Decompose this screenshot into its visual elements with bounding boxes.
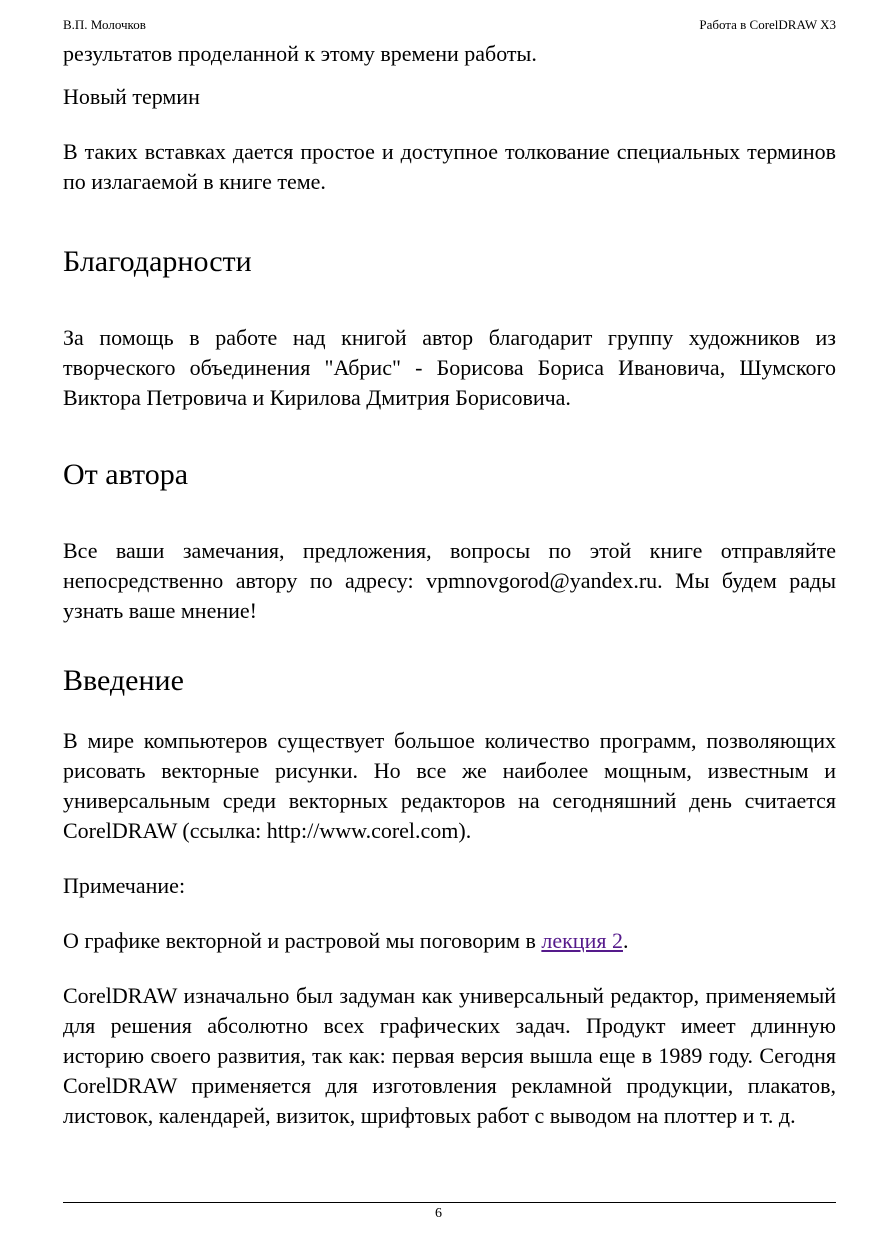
header-author: В.П. Молочков [63,17,146,32]
paragraph-coreldraw-history: CorelDRAW изначально был задуман как универсальный редактор, применяемый для решения абсолютно всех графических задач. Продукт имеет длинную историю своего развития, так как: первая версия вышла еще в 1989 году. Сегодня CorelDRAW применяется для изготовления рекламной продукции, плакатов, листовок, календарей, визиток, шрифтовых работ с выводом на плоттер и т. д. [63,983,836,1128]
header-book-title: Работа в CorelDRAW X3 [699,17,836,32]
new-term-label: Новый термин [63,84,200,109]
paragraph-from-author: Все ваши замечания, предложения, вопросы по этой книге отправляйте непосредственно автору по адресу: vpmnovgorod@yandex.ru. Мы будем рады узнать ваше мнение! [63,538,836,623]
note-paragraph [63,926,836,956]
paragraph-introduction: В мире компьютеров существует большое количество программ, позволяющих рисовать векторные рисунки. Но все же наиболее мощным, известным и универсальным среди векторных редакторов на сегодняшний день считается CorelDRAW (ссылка: http://www.corel.com). [63,728,836,843]
page-body [63,39,836,1131]
heading-introduction: Введение [63,664,184,697]
note-period: . [622,928,629,953]
paragraph-continuation: результатов проделанной к этому времени работы. [63,41,537,66]
paragraph-acknowledgements: За помощь в работе над книгой автор благодарит группу художников из творческого объединения "Абрис" - Борисова Бориса Ивановича, Шумского Виктора Петровича и Кирилова Дмитрия Борисовича. [63,325,836,410]
running-header [63,17,836,35]
paragraph-new-term: В таких вставках дается простое и доступное толкование специальных терминов по излагаемой в книге теме. [63,139,836,194]
heading-from-author: От автора [63,458,189,491]
footer-divider [63,1202,836,1203]
lecture-2-link[interactable]: лекция 2 [541,928,623,953]
heading-acknowledgements: Благодарности [63,245,252,278]
page-number: 6 [435,1206,442,1221]
note-label: Примечание: [63,873,186,898]
note-text: О графике векторной и растровой мы поговорим в [63,928,542,953]
